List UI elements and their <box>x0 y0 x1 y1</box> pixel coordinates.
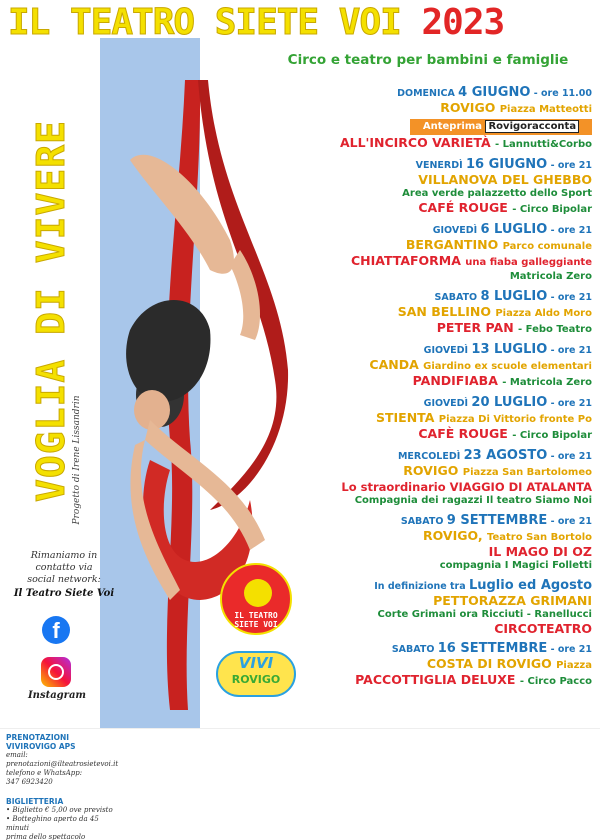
event-show: PETER PAN - Febo Teatro <box>436 320 592 335</box>
booking-phone-label: telefono e WhatsApp: <box>6 769 83 777</box>
vivi-logo-top: VIVI <box>238 654 274 672</box>
social-name: Il Teatro Siete Voi <box>13 588 115 599</box>
event-note: Compagnia dei ragazzi Il teatro Siamo Noi <box>354 495 592 506</box>
event-show: ALL'INCIRCO VARIETÀ - Lannutti&Corbo <box>339 135 592 150</box>
teatro-siete-voi-logo <box>220 563 292 635</box>
social-line-3: social network: <box>27 574 101 585</box>
booking-phone[interactable]: 347 6923420 <box>6 778 53 786</box>
event-place: VILLANOVA DEL GHEBBO <box>418 172 592 187</box>
instagram-icon[interactable] <box>41 657 71 687</box>
footer <box>0 728 600 840</box>
poster-title <box>8 2 598 46</box>
booking-info <box>6 733 119 840</box>
event-show: CAFÉ ROUGE - Circo Bipolar <box>418 200 592 215</box>
event-date: SABATO 8 LUGLIO - ore 21 <box>434 289 592 304</box>
title-main: IL TEATRO SIETE VOI <box>8 2 401 43</box>
event-date: MERCOLEDÌ 23 AGOSTO - ore 21 <box>397 448 592 463</box>
poster-subtitle: Circo e teatro per bambini e famiglie <box>287 52 569 68</box>
vivi-logo-bottom: ROVIGO <box>231 673 281 686</box>
event-date: VENERDÌ 16 GIUGNO - ore 21 <box>415 157 592 172</box>
instagram-label: Instagram <box>28 690 86 701</box>
event-note: Area verde palazzetto dello Sport <box>402 188 592 199</box>
event-show: PACCOTTIGLIA DELUXE - Circo Pacco <box>355 672 592 687</box>
event-date: SABATO 9 SETTEMBRE - ore 21 <box>400 513 592 528</box>
ticket-line-1: • Biglietto € 5,00 ove previsto <box>6 806 113 814</box>
event-place: CANDA Giardino ex scuole elementari <box>369 357 592 372</box>
ticket-title: BIGLIETTERIA <box>6 797 64 806</box>
event-show: PANDIFIABA - Matricola Zero <box>412 373 592 388</box>
event-item <box>300 449 592 508</box>
vertical-title <box>29 96 73 526</box>
event-show: CHIATTAFORMA una fiaba galleggiante <box>350 253 592 268</box>
event-item <box>300 86 592 152</box>
vertical-subtitle-text: Progetto di Irene Lissandrin <box>72 395 82 525</box>
ticket-line-3: prima dello spettacolo <box>6 833 86 840</box>
event-item <box>300 396 592 443</box>
event-note: compagnia I Magici Folletti <box>439 560 592 571</box>
event-place: COSTA DI ROVIGO Piazza <box>426 656 592 671</box>
event-place: PETTORAZZA GRIMANI <box>433 593 592 608</box>
event-item <box>300 514 592 573</box>
event-show: CAFÈ ROUGE - Circo Bipolar <box>418 426 592 441</box>
event-show: CIRCOTEATRO <box>494 621 592 636</box>
event-item <box>300 290 592 337</box>
event-note: Corte Grimani ora Ricciuti - Ranellucci <box>377 609 592 620</box>
event-item <box>300 343 592 390</box>
event-place: ROVIGO Piazza Matteotti <box>440 100 592 115</box>
vertical-subtitle <box>70 380 84 540</box>
title-year: 2023 <box>421 2 505 43</box>
event-place: ROVIGO Piazza San Bartolomeo <box>403 463 592 478</box>
facebook-icon[interactable]: f <box>42 616 70 644</box>
event-item <box>300 158 592 217</box>
vertical-title-text: VOGLIA DI VIVERE <box>29 119 73 503</box>
booking-title: PRENOTAZIONI VIVIROVIGO APS <box>6 733 76 751</box>
event-show: IL MAGO DI OZ <box>488 544 592 559</box>
event-show: Lo straordinario VIAGGIO DI ATALANTA <box>341 480 592 494</box>
vivi-rovigo-logo <box>216 651 296 697</box>
event-date: DOMENICA 4 GIUGNO - ore 11.00 <box>397 85 592 100</box>
social-line-1: Rimaniamo in <box>30 550 98 561</box>
event-item <box>300 642 592 689</box>
teatro-logo-text: IL TEATRO SIETE VOI <box>234 611 278 629</box>
event-place: BERGANTINO Parco comunale <box>405 237 592 252</box>
event-date: In definizione tra Luglio ed Agosto <box>374 578 592 593</box>
event-item <box>300 223 592 284</box>
booking-email-label: email: <box>6 751 28 759</box>
social-line-2: contatto via <box>35 562 93 573</box>
event-item <box>300 579 592 636</box>
event-place: STIENTA Piazza Di Vittorio fronte Po <box>375 410 592 425</box>
event-place: SAN BELLINO Piazza Aldo Moro <box>397 304 592 319</box>
event-date: SABATO 16 SETTEMBRE - ore 21 <box>391 641 592 656</box>
event-date: GIOVEDÌ 6 LUGLIO - ore 21 <box>432 222 592 237</box>
theatre-mask-icon <box>244 579 272 607</box>
event-date: GIOVEDÌ 20 LUGLIO - ore 21 <box>423 395 592 410</box>
social-block <box>8 550 120 599</box>
booking-email[interactable]: prenotazioni@ilteatrosietevoi.it <box>6 760 119 768</box>
events-list <box>300 86 592 695</box>
event-place: ROVIGO, Teatro San Bortolo <box>423 528 592 543</box>
ticket-line-2: • Botteghino aperto da 45 minuti <box>6 815 99 832</box>
event-note: Matricola Zero <box>509 271 592 282</box>
event-date: GIOVEDÌ 13 LUGLIO - ore 21 <box>423 342 592 357</box>
event-anteprima: Anteprima Rovigoracconta <box>300 117 592 136</box>
